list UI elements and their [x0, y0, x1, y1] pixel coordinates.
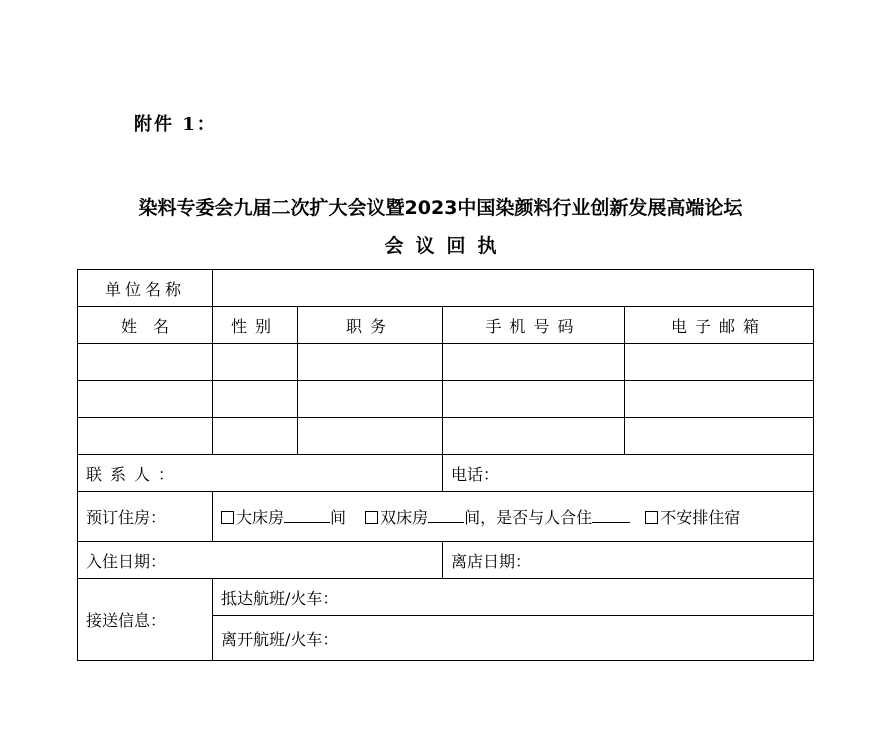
registration-form: [77, 269, 814, 661]
arrival-row: [78, 579, 814, 616]
attendee-email-cell[interactable]: [625, 418, 814, 455]
share-room-blank[interactable]: [592, 507, 630, 523]
header-name: 姓 名: [78, 307, 213, 344]
contact-label[interactable]: 联系人：: [78, 455, 443, 492]
attendee-gender-cell[interactable]: [213, 344, 298, 381]
transfer-label: 接送信息：: [78, 579, 213, 661]
checkbox-twin-room[interactable]: [365, 511, 378, 524]
attendee-gender-cell[interactable]: [213, 381, 298, 418]
no-accommodation-label: 不安排住宿: [660, 508, 741, 527]
attendee-name-cell[interactable]: [78, 344, 213, 381]
dates-row: [78, 542, 814, 579]
attendee-gender-cell[interactable]: [213, 418, 298, 455]
attendee-row: [78, 344, 814, 381]
attendee-row: [78, 381, 814, 418]
header-email: 电子邮箱: [625, 307, 814, 344]
attendee-row: [78, 418, 814, 455]
attendee-email-cell[interactable]: [625, 381, 814, 418]
attendee-name-cell[interactable]: [78, 381, 213, 418]
twin-room-count-blank[interactable]: [428, 507, 464, 523]
booking-options: [213, 492, 814, 542]
arrival-info-label[interactable]: 抵达航班/火车：: [213, 579, 814, 616]
contact-row: [78, 455, 814, 492]
twin-room-unit: 间，是否与人合住: [464, 508, 593, 527]
attendee-phone-cell[interactable]: [443, 381, 625, 418]
king-room-label: 大床房: [236, 508, 285, 527]
document-title: 染料专委会九届二次扩大会议暨2023中国染颜料行业创新发展高端论坛: [138, 197, 743, 219]
header-phone: 手机号码: [443, 307, 625, 344]
checkout-date-label[interactable]: 离店日期：: [443, 542, 814, 579]
checkbox-king-room[interactable]: [221, 511, 234, 524]
attendee-email-cell[interactable]: [625, 344, 814, 381]
booking-label: 预订住房：: [78, 492, 213, 542]
attendee-name-cell[interactable]: [78, 418, 213, 455]
checkin-date-label[interactable]: 入住日期：: [78, 542, 443, 579]
attendee-position-cell[interactable]: [298, 381, 443, 418]
attendee-position-cell[interactable]: [298, 418, 443, 455]
departure-info-label[interactable]: 离开航班/火车：: [213, 616, 814, 661]
attachment-label: 附件 1：: [134, 114, 217, 135]
header-position: 职务: [298, 307, 443, 344]
king-room-count-blank[interactable]: [284, 507, 330, 523]
header-gender: 性别: [213, 307, 298, 344]
attendee-phone-cell[interactable]: [443, 344, 625, 381]
attendee-phone-cell[interactable]: [443, 418, 625, 455]
phone-label[interactable]: 电话：: [443, 455, 814, 492]
unit-name-row: [78, 270, 814, 307]
unit-name-label: 单位名称: [78, 270, 213, 307]
booking-row: [78, 492, 814, 542]
king-room-unit: 间: [330, 508, 347, 527]
unit-name-field[interactable]: [213, 270, 814, 307]
twin-room-label: 双床房: [380, 508, 429, 527]
header-row: [78, 307, 814, 344]
document-subtitle: 会议回执: [384, 235, 509, 257]
attendee-position-cell[interactable]: [298, 344, 443, 381]
checkbox-no-accommodation[interactable]: [645, 511, 658, 524]
